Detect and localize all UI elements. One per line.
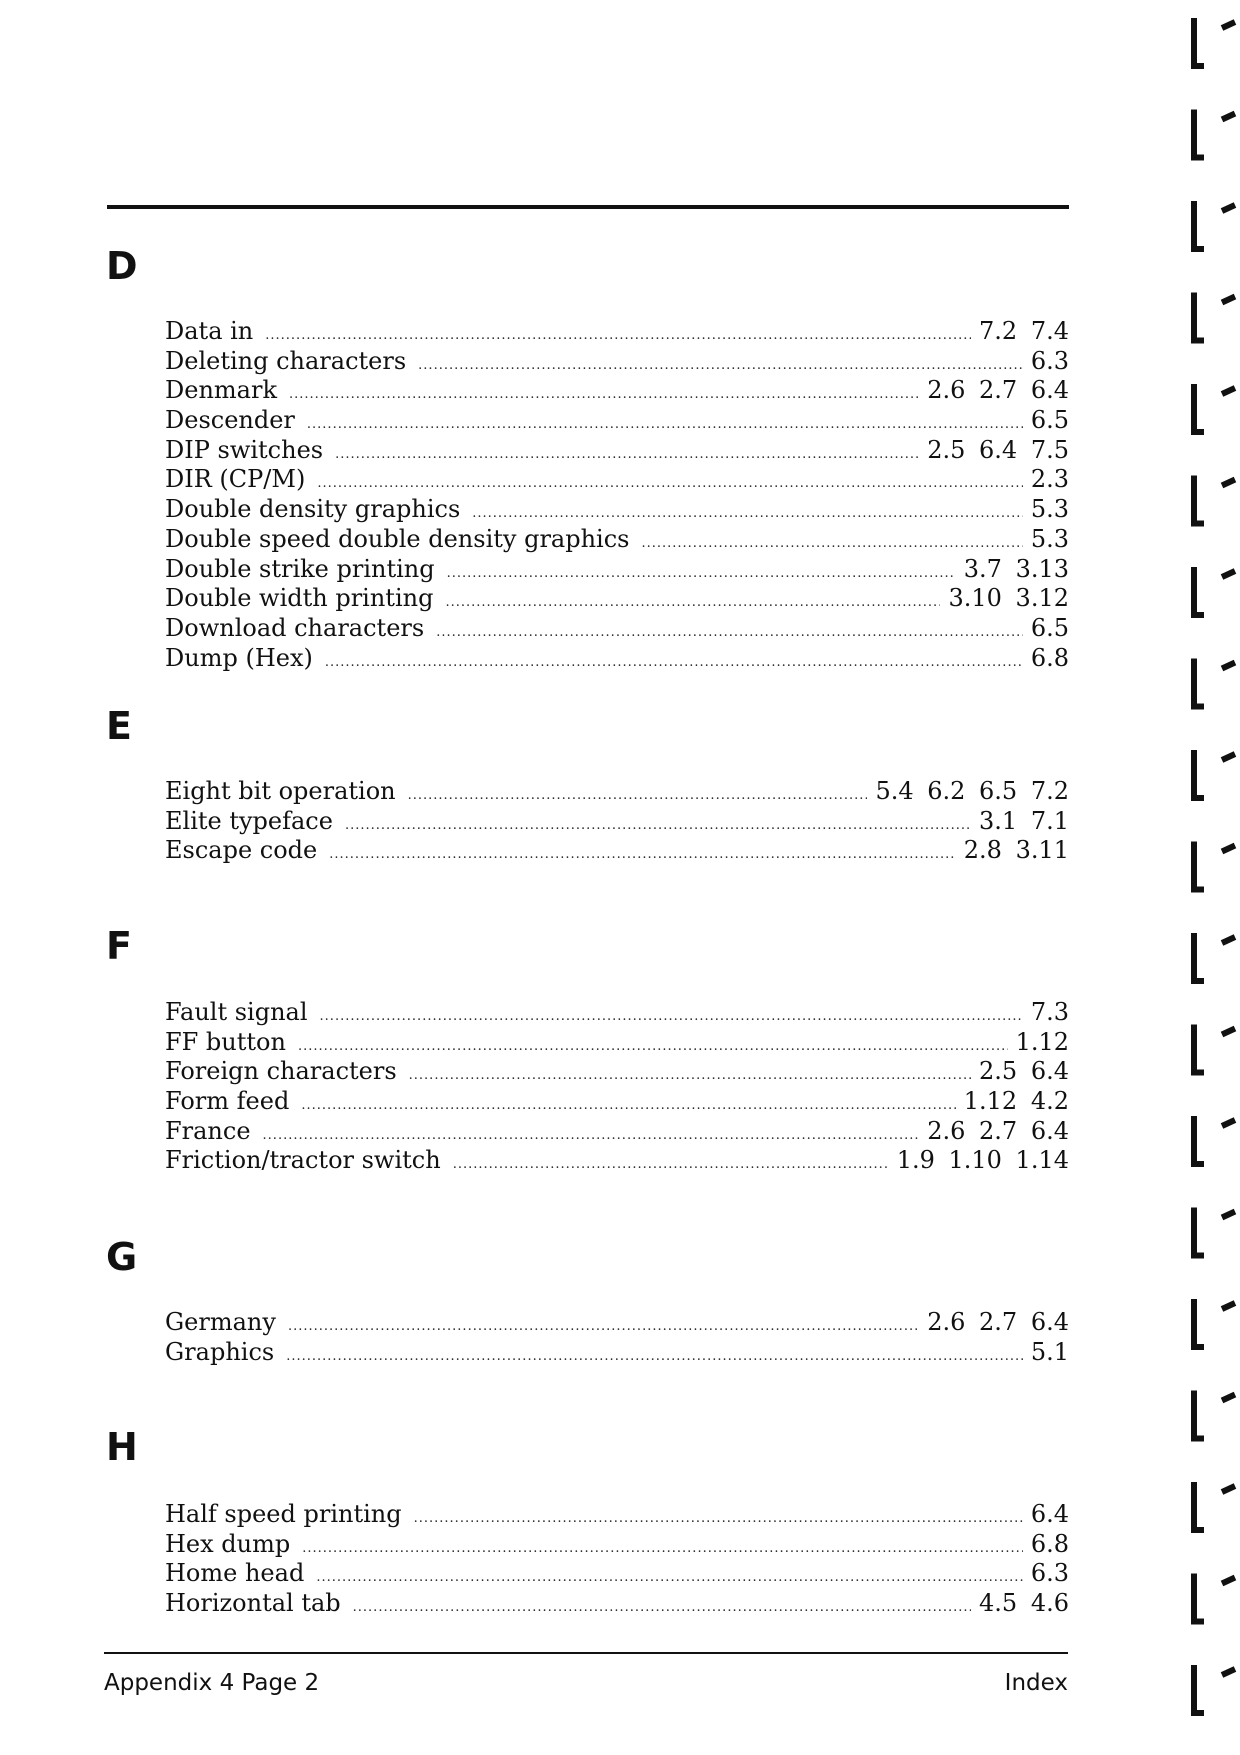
entry-pages: 4.5 4.6	[979, 1589, 1069, 1618]
index-entry	[165, 495, 1069, 525]
index-entry	[165, 317, 1069, 347]
entry-term: Double speed double density graphics	[165, 524, 630, 553]
entry-term: Double strike printing	[165, 554, 435, 583]
section-f-entries	[165, 998, 1069, 1176]
entry-term: Double width printing	[165, 584, 434, 613]
entry-term: Descender	[165, 406, 295, 435]
index-entry	[165, 807, 1069, 837]
entry-pages: 2.6 2.7 6.4	[927, 1308, 1069, 1336]
entry-pages: 6.8	[1030, 643, 1069, 672]
index-entry	[165, 406, 1069, 436]
index-entry	[165, 1338, 1069, 1368]
entry-term: Hex dump	[165, 1529, 291, 1558]
dot-leader	[345, 811, 971, 841]
index-entry	[165, 1028, 1069, 1058]
dot-leader	[414, 1504, 1023, 1534]
index-entry	[165, 1500, 1069, 1530]
index-entry	[165, 1308, 1069, 1338]
entry-term: Horizontal tab	[165, 1589, 341, 1618]
binding-bracket	[1194, 1025, 1235, 1073]
dot-leader	[335, 440, 919, 470]
index-entry	[165, 1087, 1069, 1117]
dot-leader	[320, 1002, 1023, 1032]
index-entry	[165, 998, 1069, 1028]
entry-term: Deleting characters	[165, 346, 407, 375]
entry-term: Dump (Hex)	[165, 643, 313, 672]
dot-leader	[447, 559, 956, 589]
entry-pages: 7.2 7.4	[979, 317, 1069, 345]
section-g-entries	[165, 1308, 1069, 1367]
binding-bracket	[1194, 384, 1235, 432]
index-entry	[165, 1057, 1069, 1087]
section-letter-h: H	[106, 1425, 138, 1469]
index-entry	[165, 644, 1069, 674]
dot-leader	[286, 1342, 1023, 1372]
section-letter-d: D	[106, 244, 138, 288]
binding-bracket	[1194, 1482, 1235, 1530]
index-entry	[165, 1559, 1069, 1589]
entry-term: Germany	[165, 1308, 276, 1336]
dot-leader	[445, 588, 940, 618]
entry-term: Friction/tractor switch	[165, 1146, 441, 1175]
entry-term: Escape code	[165, 836, 318, 865]
dot-leader	[301, 1091, 955, 1121]
binding-bracket	[1194, 476, 1235, 524]
entry-term: Form feed	[165, 1087, 290, 1116]
dot-leader	[302, 1534, 1023, 1564]
bottom-rule	[104, 1652, 1068, 1654]
index-entry	[165, 376, 1069, 406]
entry-pages: 2.5 6.4 7.5	[927, 435, 1069, 464]
dot-leader	[453, 1150, 889, 1180]
entry-term: DIP switches	[165, 435, 324, 464]
section-h-entries	[165, 1500, 1069, 1619]
index-entry	[165, 836, 1069, 866]
binding-bracket	[1194, 659, 1235, 707]
entry-pages: 2.6 2.7 6.4	[927, 1116, 1069, 1145]
entry-pages: 5.1	[1030, 1337, 1069, 1366]
dot-leader	[329, 840, 956, 870]
entry-pages: 3.7 3.13	[963, 554, 1069, 583]
entry-term: DIR (CP/M)	[165, 465, 306, 494]
dot-leader	[409, 1061, 971, 1091]
entry-pages: 1.9 1.10 1.14	[896, 1146, 1069, 1175]
binding-bracket	[1194, 201, 1235, 249]
binding-bracket	[1194, 18, 1235, 66]
binding-bracket	[1194, 1208, 1235, 1256]
binding-marks	[1180, 0, 1240, 1755]
top-rule	[107, 205, 1069, 209]
dot-leader	[408, 781, 868, 811]
entry-pages: 3.10 3.12	[948, 584, 1069, 613]
entry-term: Home head	[165, 1559, 305, 1588]
dot-leader	[288, 1312, 919, 1342]
entry-pages: 1.12	[1015, 1027, 1069, 1056]
entry-term: Half speed printing	[165, 1500, 402, 1528]
entry-term: Denmark	[165, 376, 277, 405]
footer-section-label: Index	[1004, 1670, 1068, 1696]
index-entry	[165, 347, 1069, 377]
entry-term: Elite typeface	[165, 806, 333, 835]
dot-leader	[353, 1593, 971, 1623]
entry-term: Data in	[165, 317, 254, 345]
index-entry	[165, 584, 1069, 614]
dot-leader	[316, 1563, 1023, 1593]
entry-pages: 6.3	[1030, 1559, 1069, 1588]
binding-bracket	[1194, 1665, 1235, 1713]
dot-leader	[289, 380, 919, 410]
binding-bracket	[1194, 750, 1235, 798]
binding-bracket	[1194, 1116, 1235, 1164]
entry-term: Eight bit operation	[165, 777, 396, 805]
entry-term: FF button	[165, 1027, 286, 1056]
entry-pages: 2.5 6.4	[979, 1057, 1069, 1086]
entry-pages: 2.6 2.7 6.4	[927, 376, 1069, 405]
section-e-entries	[165, 777, 1069, 866]
section-letter-e: E	[106, 704, 132, 748]
binding-bracket	[1194, 110, 1235, 158]
binding-bracket	[1194, 1391, 1235, 1439]
entry-pages: 6.3	[1030, 346, 1069, 375]
entry-pages: 6.5	[1030, 406, 1069, 435]
index-entry	[165, 555, 1069, 585]
entry-pages: 6.8	[1030, 1529, 1069, 1558]
entry-pages: 7.3	[1030, 998, 1069, 1026]
binding-bracket	[1194, 1574, 1235, 1622]
binding-bracket	[1194, 842, 1235, 890]
section-letter-g: G	[106, 1235, 138, 1279]
index-entry	[165, 525, 1069, 555]
entry-term: Download characters	[165, 613, 425, 642]
footer-page-label: Appendix 4 Page 2	[104, 1670, 320, 1696]
index-entry	[165, 465, 1069, 495]
index-entry	[165, 1117, 1069, 1147]
entry-pages: 3.1 7.1	[979, 806, 1069, 835]
entry-term: Foreign characters	[165, 1057, 397, 1086]
entry-pages: 2.8 3.11	[963, 836, 1069, 865]
entry-term: Graphics	[165, 1337, 275, 1366]
entry-term: France	[165, 1116, 251, 1145]
entry-term: Fault signal	[165, 998, 308, 1026]
binding-bracket	[1194, 567, 1235, 615]
binding-bracket	[1194, 933, 1235, 981]
index-entry	[165, 614, 1069, 644]
entry-pages: 1.12 4.2	[963, 1087, 1069, 1116]
entry-pages: 5.3	[1030, 495, 1069, 524]
binding-bracket	[1194, 1299, 1235, 1347]
index-entry	[165, 1530, 1069, 1560]
index-entry	[165, 1146, 1069, 1176]
section-d-entries	[165, 317, 1069, 673]
section-letter-f: F	[106, 924, 132, 968]
dot-leader	[436, 618, 1023, 648]
entry-pages: 6.4	[1030, 1500, 1069, 1528]
entry-pages: 5.4 6.2 6.5 7.2	[875, 777, 1069, 805]
entry-term: Double density graphics	[165, 495, 461, 524]
entry-pages: 6.5	[1030, 613, 1069, 642]
entry-pages: 2.3	[1030, 465, 1069, 494]
dot-leader	[307, 410, 1023, 440]
index-entry	[165, 436, 1069, 466]
index-entry	[165, 777, 1069, 807]
dot-leader	[325, 648, 1023, 678]
index-entry	[165, 1589, 1069, 1619]
entry-pages: 5.3	[1030, 524, 1069, 553]
binding-bracket	[1194, 293, 1235, 341]
